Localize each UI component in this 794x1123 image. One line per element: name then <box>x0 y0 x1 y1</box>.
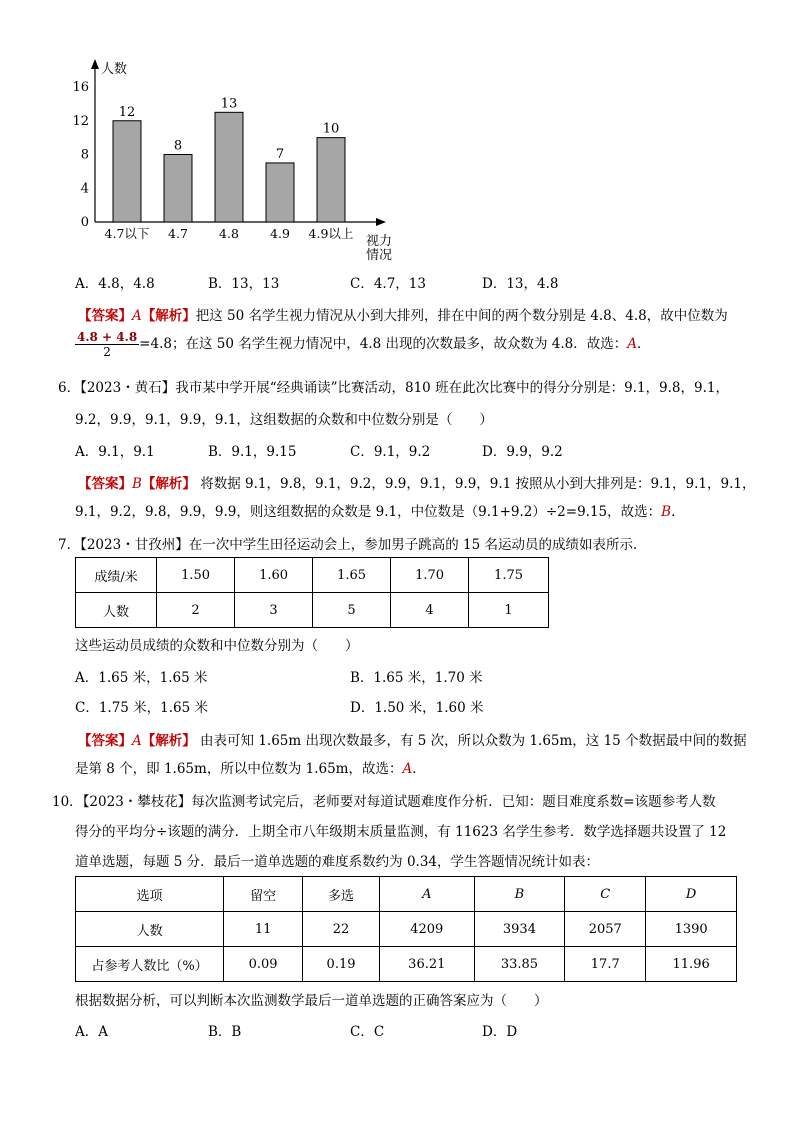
y-axis-arrow <box>91 59 99 69</box>
table-row <box>76 912 737 947</box>
q10-table <box>75 876 737 982</box>
analysis-text: 是第 8 个，即 1.65m，所以中位数为 1.65m，故选： <box>75 761 403 777</box>
q7-question: 这些运动员成绩的众数和中位数分别为（ ） <box>75 638 359 654</box>
punct: ． <box>412 761 426 777</box>
x-tick-label: 4.9 <box>270 226 290 241</box>
answer-tag: 【答案】 <box>78 308 132 324</box>
table-cell: 22 <box>303 912 380 947</box>
table-cell: 1390 <box>646 912 737 947</box>
q5-option-d[interactable]: D．13，4.8 <box>482 276 559 292</box>
q10-option-b[interactable]: B．B <box>208 1024 242 1040</box>
q5-option-a[interactable]: A．4.8，4.8 <box>75 276 155 292</box>
y-tick-label: 12 <box>72 113 89 129</box>
table-row <box>76 558 549 593</box>
bar-value-label: 8 <box>173 138 183 154</box>
x-tick-label: 4.9以上 <box>308 226 354 241</box>
q7-stem <box>58 533 646 553</box>
table-cell: 3 <box>235 593 313 628</box>
x-tick-label: 4.7以下 <box>104 226 150 241</box>
q6-stem: 我市某中学开展“经典诵读”比赛活动，810 班在此次比赛中的得分分别是：9.1，9.8，9.1， <box>175 380 729 396</box>
answer-letter: B <box>132 476 142 492</box>
x-axis-arrow <box>376 218 386 226</box>
analysis-tag: 【解析】 <box>141 476 196 492</box>
median-fraction <box>75 330 139 359</box>
table-cell: 36.21 <box>380 947 475 982</box>
q10-option-a[interactable]: A．A <box>75 1024 108 1040</box>
q5-answer-line1 <box>78 304 728 324</box>
y-tick-label: 16 <box>72 80 89 95</box>
table-cell: 人数 <box>76 912 224 947</box>
q6-option-c[interactable]: C．9.1，9.2 <box>350 444 431 460</box>
fraction-denominator: 2 <box>103 345 111 359</box>
q10-stem-line1 <box>52 790 716 810</box>
q10-source: 【2023・攀枝花】 <box>82 794 192 810</box>
q6-option-d[interactable]: D．9.9，9.2 <box>482 444 563 460</box>
q5-option-c[interactable]: C．4.7，13 <box>350 276 426 292</box>
bar <box>164 155 192 223</box>
table-cell: 11 <box>224 912 303 947</box>
x-axis-label: 情况 <box>366 248 393 263</box>
table-cell: 5 <box>313 593 391 628</box>
q6-number: 6． <box>58 380 81 396</box>
q7-option-a[interactable]: A．1.65 米，1.65 米 <box>75 670 208 686</box>
analysis-text: 由表可知 1.65m 出现次数最多，有 5 次，所以众数为 1.65m，这 15 个数据最中间的数据 <box>195 733 747 749</box>
q10-stem-line3: 道单选题，每题 5 分．最后一道单选题的难度系数约为 0.34，学生答题情况统计如表： <box>75 854 600 870</box>
q6-option-a[interactable]: A．9.1，9.1 <box>75 444 155 460</box>
q10-number: 10． <box>52 794 83 810</box>
table-cell: 1.65 <box>313 558 391 593</box>
q7-answer-line1 <box>78 729 747 749</box>
answer-letter-end: A <box>402 761 413 777</box>
analysis-tag: 【解析】 <box>141 308 196 324</box>
q10-stem-line2: 得分的平均分÷该题的满分．上期全市八年级期末质量监测，有 11623 名学生参考．数学选择题共设置了 12 <box>75 824 727 840</box>
answer-letter-end: B <box>661 504 672 520</box>
analysis-text: =4.8；在这 50 名学生视力情况中，4.8 出现的次数最多，故众数为 4.8．故选： <box>139 336 628 352</box>
analysis-text: 将数据 9.1，9.8，9.1，9.2，9.9，9.1，9.9，9.1 按照从小到大排列是：9.1，9.1，9.1， <box>195 476 756 492</box>
answer-letter: A <box>132 308 142 324</box>
table-cell: 3934 <box>474 912 565 947</box>
table-cell: 选项 <box>76 877 224 912</box>
bar-value-label: 7 <box>275 146 285 162</box>
q7-table <box>75 557 549 628</box>
q7-option-d[interactable]: D．1.50 米，1.60 米 <box>350 700 484 716</box>
bar-value-label: 10 <box>322 121 340 137</box>
bar <box>317 138 345 222</box>
q7-source: 【2023・甘孜州】 <box>80 537 189 553</box>
q6-answer-line2 <box>75 500 685 520</box>
y-tick-label: 4 <box>80 181 89 197</box>
analysis-text: 把这 50 名学生视力情况从小到大排列，排在中间的两个数分别是 4.8、4.8，故中位数为 <box>195 308 728 324</box>
table-cell: 4 <box>391 593 469 628</box>
y-tick-label: 0 <box>80 215 89 230</box>
table-cell: 1 <box>469 593 549 628</box>
table-row <box>76 593 549 628</box>
bar-value-label: 12 <box>118 104 136 120</box>
q10-option-c[interactable]: C．C <box>350 1024 385 1040</box>
fraction-numerator: 4.8 + 4.8 <box>77 330 138 344</box>
x-tick-label: 4.8 <box>219 226 239 241</box>
table-cell: 1.50 <box>157 558 235 593</box>
punct: ． <box>671 504 685 520</box>
table-cell: A <box>380 877 475 912</box>
table-cell: D <box>646 877 737 912</box>
q6-option-b[interactable]: B．9.1，9.15 <box>208 444 297 460</box>
q7-answer-line2 <box>75 757 426 777</box>
answer-letter: A <box>132 733 142 749</box>
table-cell: 成绩/米 <box>76 558 157 593</box>
bar <box>113 121 141 222</box>
bar <box>215 112 243 222</box>
answer-tag: 【答案】 <box>78 733 132 749</box>
table-cell: 0.19 <box>303 947 380 982</box>
table-cell: B <box>474 877 565 912</box>
q10-stem-text: 每次监测考试完后，老师要对每道试题难度作分析．已知：题目难度系数=该题参考人数 <box>191 794 716 810</box>
bar <box>266 163 294 222</box>
q6-source: 【2023・黄石】 <box>80 380 176 396</box>
table-cell: 留空 <box>224 877 303 912</box>
table-cell: 2 <box>157 593 235 628</box>
table-cell: 占参考人数比（%） <box>76 947 224 982</box>
table-row <box>76 947 737 982</box>
table-cell: 1.60 <box>235 558 313 593</box>
q5-answer-line2 <box>75 330 650 359</box>
q6-answer-line1 <box>78 472 755 492</box>
vision-bar-chart <box>60 55 400 265</box>
table-cell: 11.96 <box>646 947 737 982</box>
bar-value-label: 13 <box>220 96 238 112</box>
q10-option-d[interactable]: D．D <box>482 1024 518 1040</box>
q5-option-b[interactable]: B．13，13 <box>208 276 280 292</box>
analysis-text: 9.1，9.2，9.8，9.9，9.9，则这组数据的众数是 9.1，中位数是（9.1+9.2）÷2=9.15，故选： <box>75 504 662 520</box>
q6-stem-line1 <box>58 376 729 396</box>
y-axis-label: 人数 <box>101 62 128 77</box>
answer-letter-end: A <box>627 336 637 352</box>
q7-number: 7． <box>58 537 81 553</box>
q7-option-c[interactable]: C．1.75 米，1.65 米 <box>75 700 209 716</box>
table-cell: 4209 <box>380 912 475 947</box>
table-cell: 0.09 <box>224 947 303 982</box>
table-cell: C <box>565 877 646 912</box>
table-row <box>76 877 737 912</box>
x-tick-label: 4.7 <box>168 226 188 241</box>
q7-option-b[interactable]: B．1.65 米，1.70 米 <box>350 670 483 686</box>
q10-question: 根据数据分析，可以判断本次监测数学最后一道单选题的正确答案应为（ ） <box>75 993 548 1009</box>
table-cell: 1.75 <box>469 558 549 593</box>
table-cell: 17.7 <box>565 947 646 982</box>
x-axis-label: 视力 <box>366 234 393 249</box>
q6-stem-line2: 9.2，9.9，9.1，9.9，9.1，这组数据的众数和中位数分别是（ ） <box>75 412 493 428</box>
table-cell: 人数 <box>76 593 157 628</box>
table-cell: 1.70 <box>391 558 469 593</box>
punct: ． <box>636 336 651 352</box>
q7-stem-text: 在一次中学生田径运动会上，参加男子跳高的 15 名运动员的成绩如表所示． <box>188 537 647 553</box>
answer-tag: 【答案】 <box>78 476 132 492</box>
table-cell: 2057 <box>565 912 646 947</box>
table-cell: 多选 <box>303 877 380 912</box>
y-tick-label: 8 <box>80 147 89 163</box>
table-cell: 33.85 <box>474 947 565 982</box>
analysis-tag: 【解析】 <box>141 733 196 749</box>
